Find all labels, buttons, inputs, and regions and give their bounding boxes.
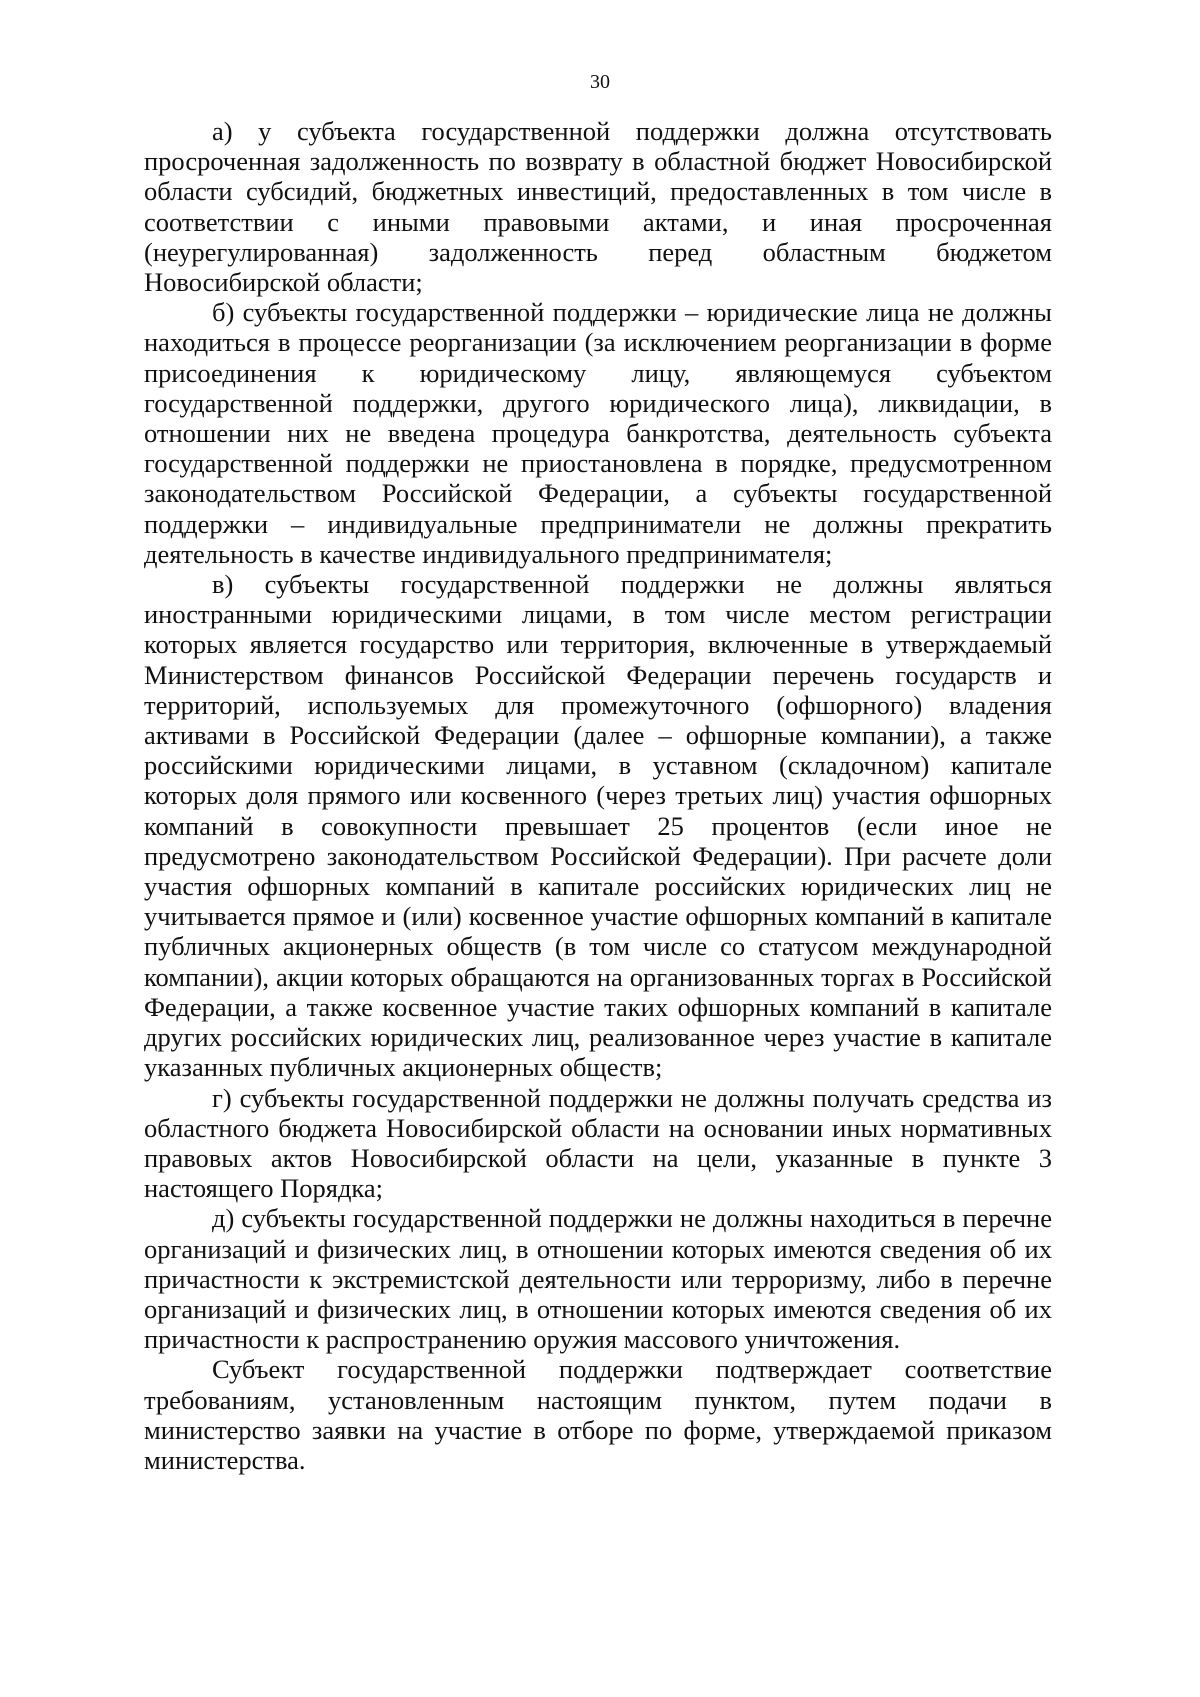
document-body [144,116,1052,1475]
page-number: 30 [590,71,610,93]
paragraph-d: д) субъекты государственной поддержки не должны находиться в перечне организаций и физических лиц, в отношении которых имеются сведения об их причастности к экстремистской деятельности или терроризму, либо в перечне организаций и физических лиц, в отношении которых имеются сведения об их причастности к распространению оружия массового уничтожения. [144,1203,1052,1355]
paragraph-a: а) у субъекта государственной поддержки должна отсутствовать просроченная задолженность по возврату в областной бюджет Новосибирской области субсидий, бюджетных инвестиций, предоставленных в том числе в соответствии с иными правовыми актами, и иная просроченная (неурегулированная) задолженность перед областным бюджетом Новосибирской области; [144,116,1052,298]
paragraph-g: г) субъекты государственной поддержки не должны получать средства из областного бюджета Новосибирской области на основании иных нормативных правовых актов Новосибирской области на цели, указанные в пункте 3 настоящего Порядка; [144,1082,1052,1204]
paragraph-b: б) субъекты государственной поддержки – юридические лица не должны находиться в процессе реорганизации (за исключением реорганизации в форме присоединения к юридическому лицу, являющемуся субъектом государственной поддержки, другого юридического лица), ликвидации, в отношении них не введена процедура банкротства, деятельность субъекта государственной поддержки не приостановлена в порядке, предусмотренном законодательством Российской Федерации, а субъекты государственной поддержки – индивидуальные предприниматели не должны прекратить деятельность в качестве индивидуального предпринимателя; [144,297,1052,569]
paragraph-v: в) субъекты государственной поддержки не должны являться иностранными юридическими лицами, в том числе местом регистрации которых является государство или территория, включенные в утверждаемый Министерством финансов Российской Федерации перечень государств и территорий, используемых для промежуточного (офшорного) владения активами в Российской Федерации (далее – офшорные компании), а также российскими юридическими лицами, в уставном (складочном) капитале которых доля прямого или косвенного (через третьих лиц) участия офшорных компаний в совокупности превышает 25 процентов (если иное не предусмотрено законодательством Российской Федерации). При расчете доли участия офшорных компаний в капитале российских юридических лиц не учитывается прямое и (или) косвенное участие офшорных компаний в капитале публичных акционерных обществ (в том числе со статусом международной компании), акции которых обращаются на организованных торгах в Российской Федерации, а также косвенное участие таких офшорных компаний в капитале других российских юридических лиц, реализованное через участие в капитале указанных публичных акционерных обществ; [144,569,1052,1083]
paragraph-conclusion: Субъект государственной поддержки подтверждает соответствие требованиям, установленным настоящим пунктом, путем подачи в министерство заявки на участие в отборе по форме, утверждаемой приказом министерства. [144,1354,1052,1475]
